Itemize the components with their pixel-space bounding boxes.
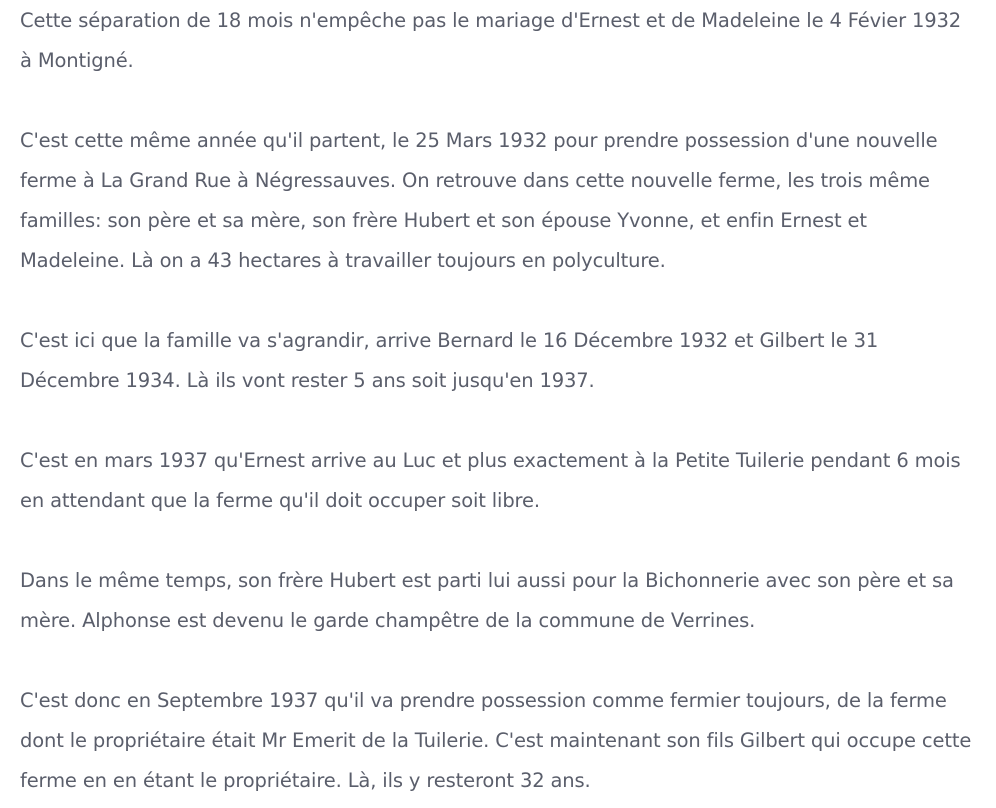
paragraph-negressauves-farm: C'est cette même année qu'il partent, le 25 Mars 1932 pour prendre possession d'une nouvelle ferme à La Grand Rue à Négressauves. On retrouve dans cette nouvelle ferme, les trois même familles: son père et sa mère, son frère Hubert et son épouse Yvonne, et enfin Ernest et Madeleine. Là on a 43 hectares à travailler toujours en polyculture. bbox=[20, 129, 938, 272]
paragraph-petite-tuilerie: C'est en mars 1937 qu'Ernest arrive au Luc et plus exactement à la Petite Tuilerie pendant 6 mois en attendant que la ferme qu'il doit occuper soit libre. bbox=[20, 449, 961, 512]
paragraph-hubert-bichonnerie: Dans le même temps, son frère Hubert est parti lui aussi pour la Bichonnerie avec son père et sa mère. Alphonse est devenu le garde champêtre de la commune de Verrines. bbox=[20, 569, 954, 632]
paragraph-family-grows: C'est ici que la famille va s'agrandir, arrive Bernard le 16 Décembre 1932 et Gilbert le 31 Décembre 1934. Là ils vont rester 5 ans soit jusqu'en 1937. bbox=[20, 329, 879, 392]
paragraph-marriage: Cette séparation de 18 mois n'empêche pas le mariage d'Ernest et de Madeleine le 4 Févier 1932 à Montigné. bbox=[20, 9, 962, 72]
paragraph-tuilerie-farm: C'est donc en Septembre 1937 qu'il va prendre possession comme fermier toujours, de la ferme dont le propriétaire était Mr Emerit de la Tuilerie. C'est maintenant son fils Gilbert qui occupe cette ferme en en étant le propriétaire. Là, ils y resteront 32 ans. bbox=[20, 689, 972, 792]
article-body bbox=[0, 1, 996, 801]
